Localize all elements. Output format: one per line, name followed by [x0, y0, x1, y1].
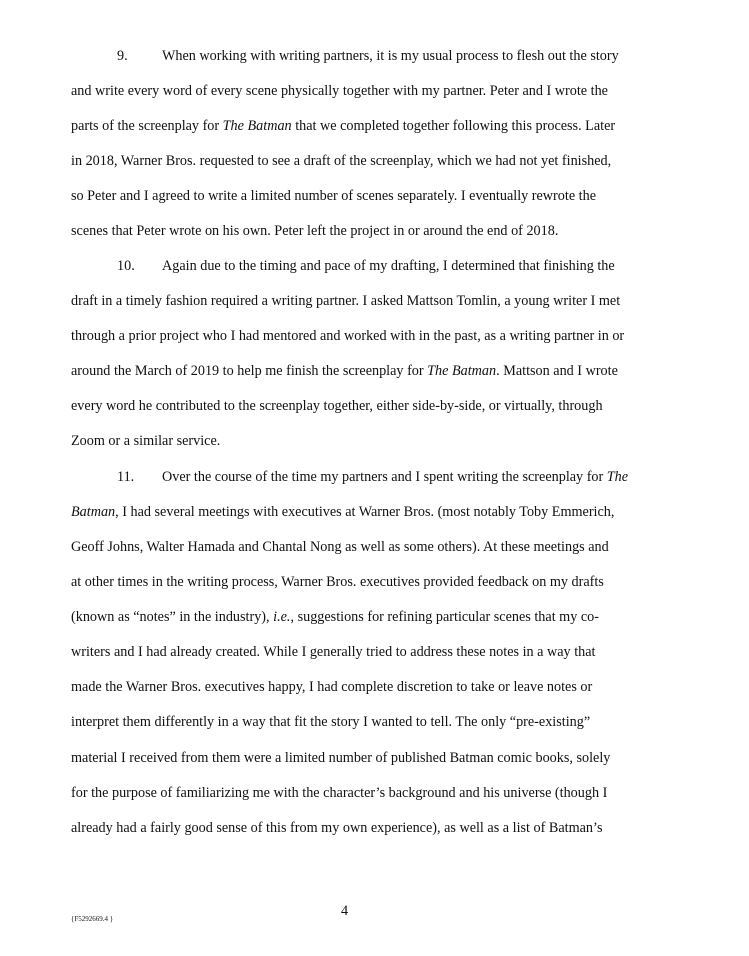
page-number: 4 [341, 903, 349, 919]
paragraph-line: already had a fairly good sense of this from my own experience), as well as a list of Batman’s [71, 820, 603, 836]
paragraph-line: made the Warner Bros. executives happy, I had complete discretion to take or leave notes or [71, 679, 593, 695]
paragraph-number: 11. [117, 469, 135, 485]
text-run: that we completed together following this process. Later [291, 118, 616, 134]
paragraph-line: draft in a timely fashion required a writing partner. I asked Mattson Tomlin, a young writer I met [71, 293, 621, 309]
paragraph-line: Zoom or a similar service. [71, 433, 221, 449]
paragraph-line: scenes that Peter wrote on his own. Peter left the project in or around the end of 2018. [71, 223, 559, 239]
paragraph-line: every word he contributed to the screenplay together, either side-by-side, or virtually, through [71, 398, 603, 414]
paragraph-line: material I received from them were a limited number of published Batman comic books, solely [71, 750, 611, 766]
text-run: parts of the screenplay for [71, 118, 223, 134]
paragraph-line: Again due to the timing and pace of my drafting, I determined that finishing the [162, 258, 615, 274]
paragraph-line [162, 468, 628, 486]
italic-title: Batman [71, 504, 116, 520]
text-run: around the March of 2019 to help me finish the screenplay for [71, 363, 428, 379]
document-code: {F5292669.4 } [71, 915, 114, 923]
paragraph-line: Geoff Johns, Walter Hamada and Chantal Nong as well as some others). At these meetings and [71, 539, 609, 555]
text-run: Over the course of the time my partners and I spent writing the screenplay for [162, 469, 607, 485]
text-run: , I had several meetings with executives at Warner Bros. (most notably Toby Emmerich, [115, 504, 615, 520]
text-run: (known as “notes” in the industry), [71, 609, 274, 625]
text-run: , suggestions for refining particular scenes that my co- [290, 609, 599, 625]
paragraph-line: through a prior project who I had mentored and worked with in the past, as a writing partner in or [71, 328, 625, 344]
paragraph-line: in 2018, Warner Bros. requested to see a draft of the screenplay, which we had not yet finished, [71, 153, 612, 169]
paragraph-line: at other times in the writing process, Warner Bros. executives provided feedback on my drafts [71, 574, 604, 590]
paragraph-line: writers and I had already created. While I generally tried to address these notes in a way that [71, 644, 596, 660]
text-run: . Mattson and I wrote [496, 363, 618, 379]
paragraph-line: and write every word of every scene physically together with my partner. Peter and I wrote the [71, 83, 608, 99]
paragraph-line: so Peter and I agreed to write a limited number of scenes separately. I eventually rewrote the [71, 188, 596, 204]
paragraph-line [71, 608, 599, 626]
paragraph-line [71, 503, 614, 521]
italic-title: The [606, 469, 629, 485]
italic-abbreviation: i.e. [273, 609, 291, 625]
paragraph-line: interpret them differently in a way that fit the story I wanted to tell. The only “pre-existing” [71, 714, 591, 730]
paragraph-line [71, 117, 615, 135]
paragraph-line [71, 362, 618, 380]
paragraph-number: 10. [117, 258, 135, 274]
italic-title: The Batman [427, 363, 497, 379]
paragraph-line: for the purpose of familiarizing me with the character’s background and his universe (though I [71, 785, 608, 801]
italic-title: The Batman [222, 118, 292, 134]
paragraph-line: When working with writing partners, it is my usual process to flesh out the story [162, 48, 619, 64]
paragraph-number: 9. [117, 48, 128, 64]
